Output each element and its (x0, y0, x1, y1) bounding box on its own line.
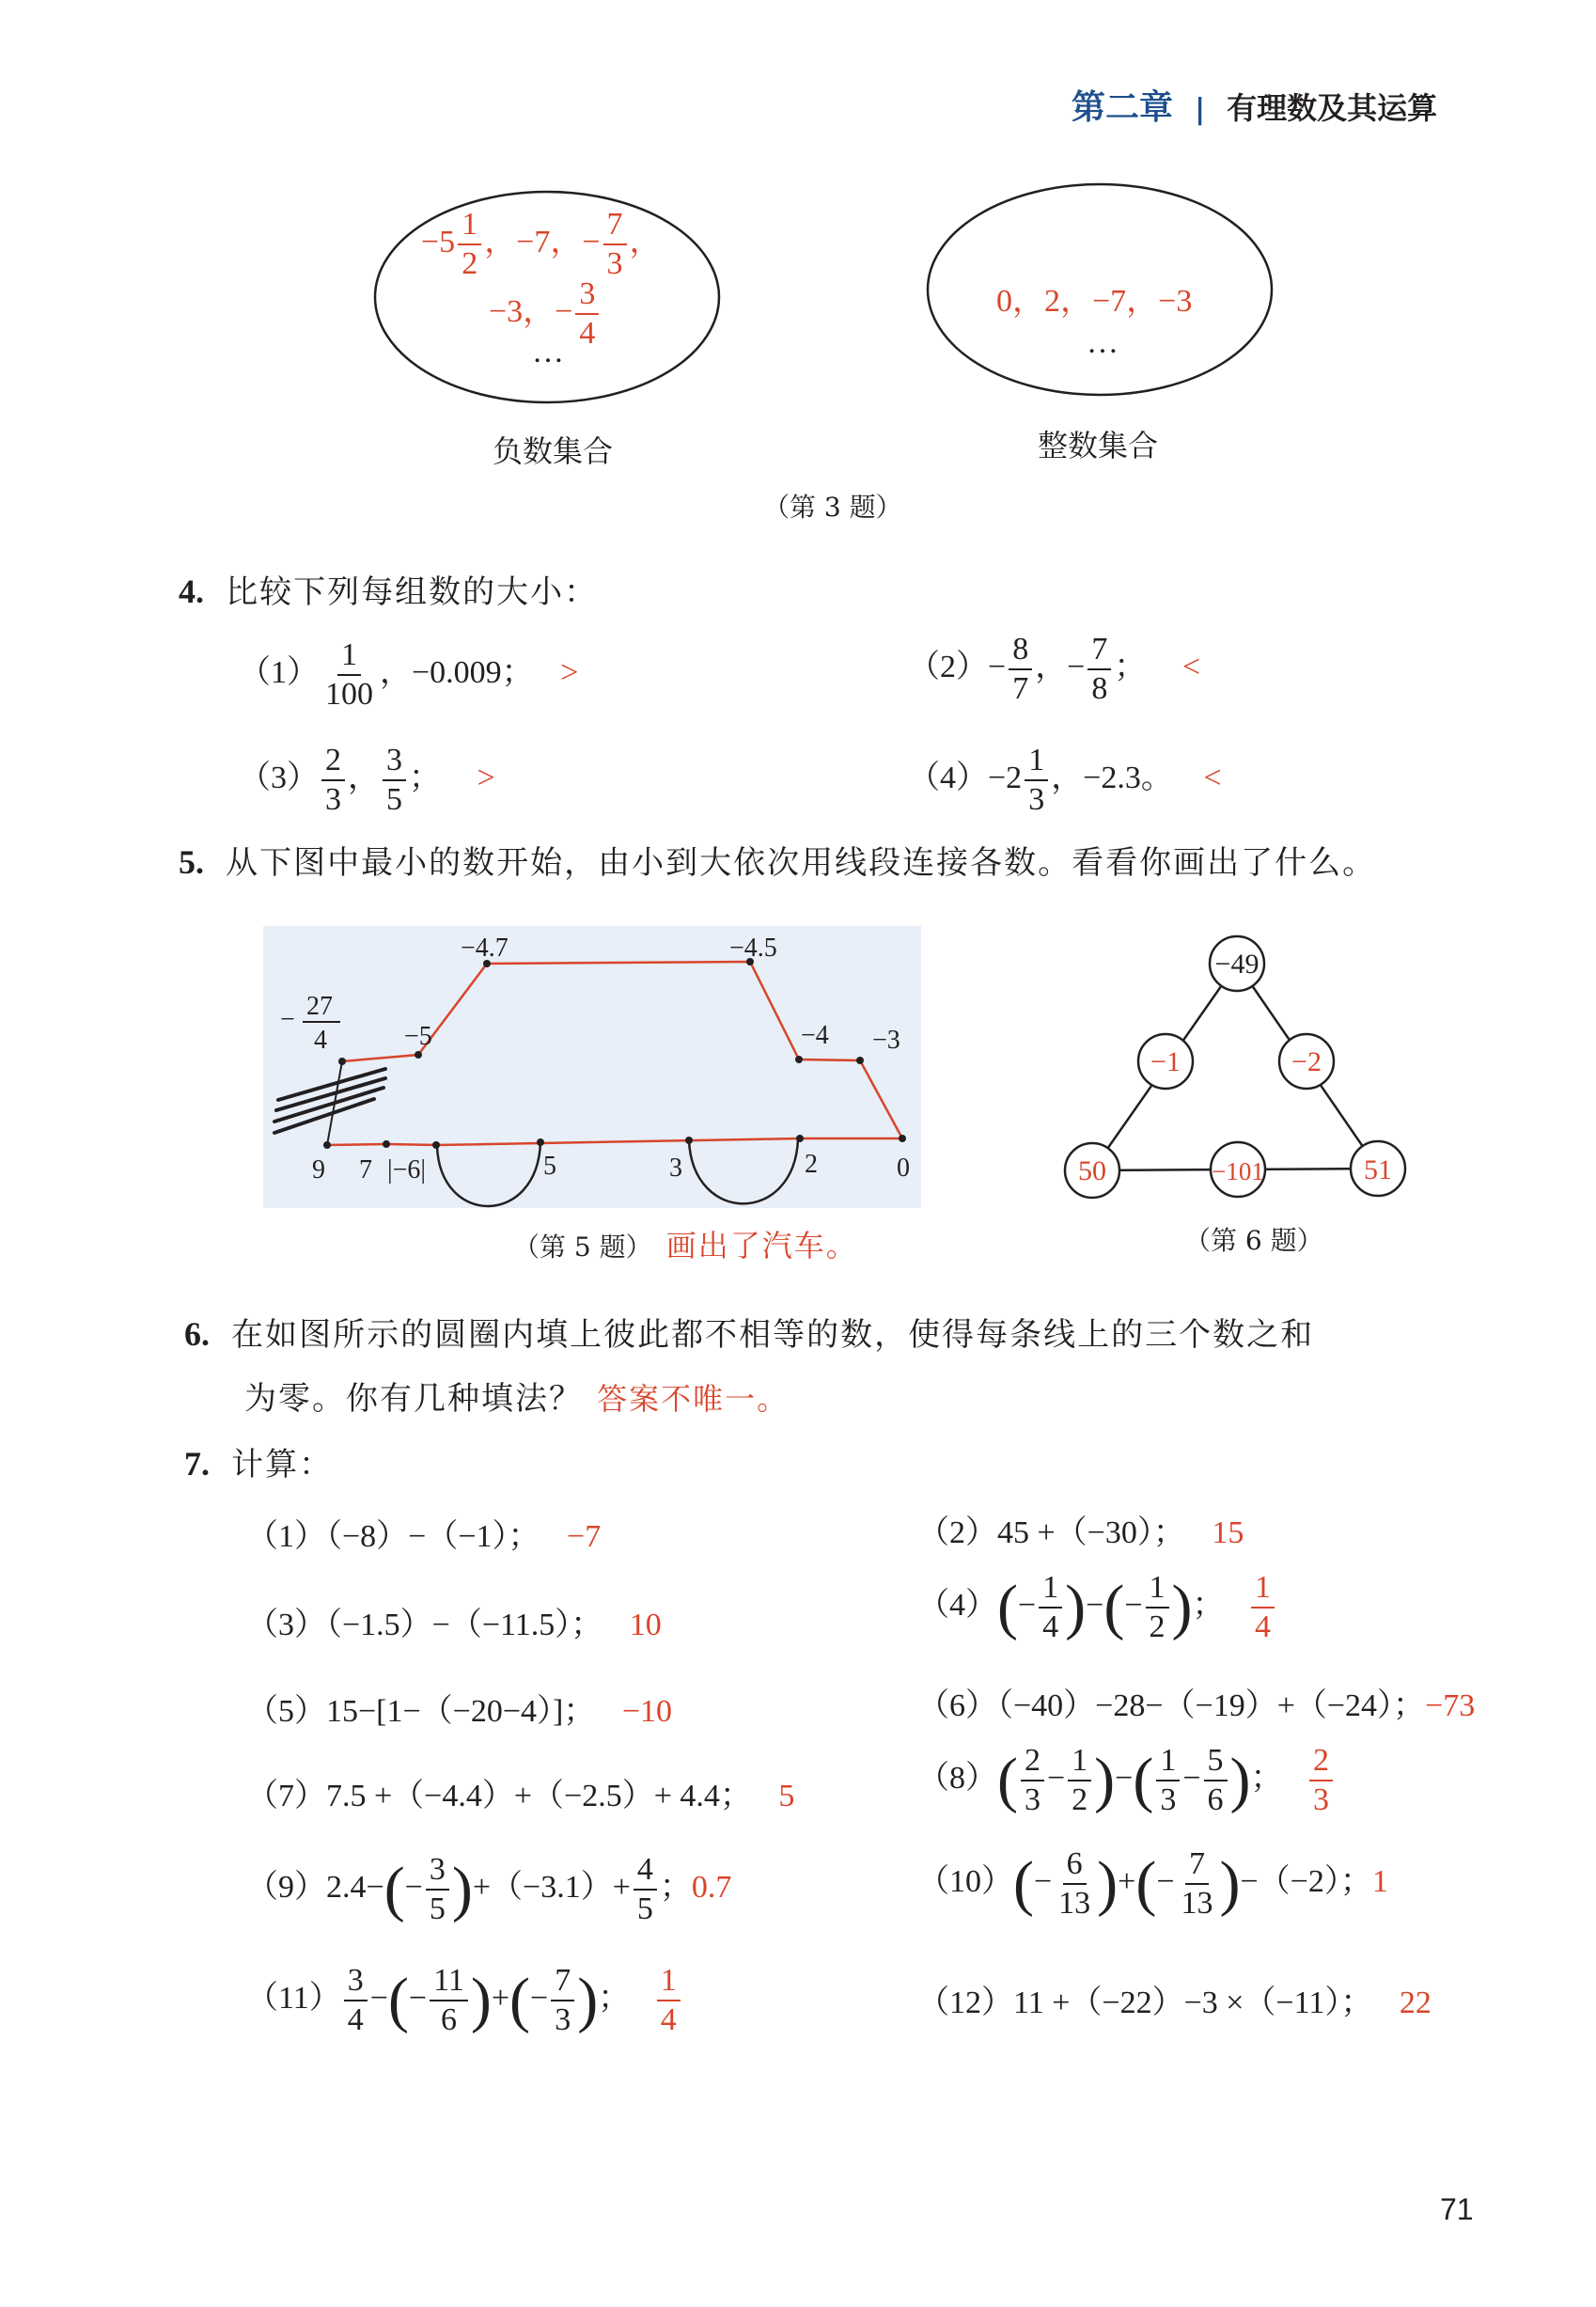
q4-heading (179, 566, 598, 612)
q7-item12: （12）11 +（−22）−3 ×（−11）； 22 (917, 1985, 1432, 2020)
integer-set-dots: … (1087, 325, 1119, 360)
q6-text-line1: 在如图所示的圆圈内填上彼此都不相等的数，使得每条线上的三个数之和 (231, 1316, 1315, 1354)
point-label-neg4: −4 (801, 1021, 829, 1050)
circle-top-value: −49 (1214, 949, 1260, 980)
q3-caption: （第 3 题） (763, 492, 902, 523)
q4-item2: （2）− $\frac{8}{7}$ ，− $\frac{7}{8}$ ； < (908, 632, 1201, 706)
q7-item10: （10）(− $\frac{6}{13}$ )+(− $\frac{7}{13}$ )−（−2）；1 (917, 1846, 1388, 1921)
q5-text: 从下图中最小的数开始，由小到大依次用线段连接各数。看看你画出了什么。 (226, 844, 1377, 882)
point-label-9: 9 (312, 1155, 325, 1185)
point-label-neg5: −5 (404, 1022, 432, 1051)
point-label-7: 7 (359, 1155, 372, 1185)
neg-frac3: $\frac{3}{4}$ (575, 278, 599, 350)
circle-left-value: −1 (1150, 1046, 1181, 1077)
q7-item1-answer: −7 (567, 1519, 602, 1554)
circle-right-value: −2 (1291, 1046, 1322, 1077)
q4-item3: （3） $\frac{2}{3}$ ， $\frac{3}{5}$ ； > (239, 743, 495, 817)
q6-caption: （第 6 题） (1184, 1225, 1323, 1256)
chapter-title: 有理数及其运算 (1227, 90, 1438, 126)
point-label-5: 5 (543, 1152, 556, 1181)
q4-item4-answer: < (1203, 760, 1222, 795)
neg-sep2: ， (629, 224, 662, 259)
q7-item8-answer: $\frac{2}{3}$ (1309, 1745, 1333, 1816)
point-label-frac-den: 4 (314, 1026, 327, 1055)
q7-heading (184, 1438, 333, 1484)
q7-text: 计算： (231, 1446, 334, 1483)
q5-answer: 画出了汽车。 (665, 1228, 858, 1263)
q7-item6: （6）（−40）−28−（−19）+（−24）；−73 (917, 1688, 1476, 1723)
q7-item5-answer: −10 (621, 1694, 673, 1729)
neg-line2-text: −3，− (489, 293, 573, 329)
q7-item11-answer: $\frac{1}{4}$ (657, 1965, 681, 2036)
negative-set-dots: … (532, 335, 564, 369)
q7-item3: （3）（−1.5）−（−11.5）； 10 (246, 1608, 662, 1642)
q4-item1: （1） $\frac{1}{100}$ ，−0.009； > (239, 637, 579, 712)
point-label-abs-neg6: |−6| (387, 1155, 427, 1185)
point-label-neg3: −3 (872, 1026, 900, 1055)
point-label-neg4-5: −4.5 (729, 934, 777, 963)
q4-number: 4. (179, 573, 204, 610)
q6-line1 (184, 1309, 1314, 1355)
q5-heading (179, 837, 1376, 883)
point-label-2: 2 (805, 1150, 818, 1179)
q7-item6-answer: −73 (1425, 1688, 1476, 1723)
q7-item1: （1）（−8）−（−1）； −7 (246, 1519, 602, 1554)
q7-item2: （2）45 +（−30）； 15 (917, 1515, 1244, 1550)
point-label-3: 3 (669, 1154, 682, 1183)
q7-item5: （5）15−[1−（−20−4）]； −10 (246, 1694, 673, 1729)
q7-item4: （4）(− $\frac{1}{4}$ )−(− $\frac{1}{2}$ )； $\frac{1}{4}$ (917, 1572, 1277, 1643)
q5-car-figure (263, 926, 921, 1208)
q4-item4: （4）−2 $\frac{1}{3}$ ，−2.3。 < (908, 743, 1222, 817)
negative-set-line1 (421, 209, 662, 280)
neg-frac1: $\frac{1}{2}$ (458, 209, 481, 280)
neg-sep1: ，−7，− (484, 224, 601, 259)
q5-caption-row (513, 1222, 858, 1265)
neg-int: −5 (421, 224, 456, 259)
q3-set-diagram (0, 0, 1596, 489)
q5-number: 5. (179, 843, 204, 881)
negative-set-label: 负数集合 (493, 433, 614, 469)
q6-text-line2: 为零。你有几种填法？ (244, 1380, 583, 1418)
page-number: 71 (1440, 2192, 1474, 2226)
integer-set-values: 0，2，−7，−3 (996, 284, 1193, 319)
q7-item2-answer: 15 (1212, 1515, 1244, 1550)
q4-text: 比较下列每组数的大小： (226, 573, 599, 611)
q7-item9-answer: 0.7 (691, 1869, 732, 1905)
integer-set-label: 整数集合 (1038, 428, 1159, 463)
q7-item7: （7）7.5 +（−4.4）+（−2.5）+ 4.4； 5 (246, 1779, 795, 1813)
circle-bottom-left-value: 50 (1078, 1155, 1106, 1186)
q7-item4-answer: $\frac{1}{4}$ (1251, 1572, 1275, 1643)
chapter-label: 第二章 (1072, 88, 1174, 127)
q4-item1-answer: > (560, 654, 579, 690)
q7-item3-answer: 10 (629, 1608, 662, 1642)
neg-frac2: $\frac{7}{3}$ (603, 209, 627, 280)
circle-bottom-right-value: 51 (1364, 1154, 1392, 1185)
q6-triangle-figure (1053, 926, 1429, 1208)
point-label-0: 0 (897, 1154, 910, 1183)
q6-line2 (244, 1373, 789, 1419)
q7-item11: （11） $\frac{3}{4}$ −(− $\frac{11}{6}$ )+(− $\frac{7}{3}$ )； $\frac{1}{4}$ (246, 1965, 683, 2036)
q7-item8: （8）( $\frac{2}{3}$ − $\frac{1}{2}$ )−( $\frac{1}{3}$ − $\frac{5}{6}$ )； $\frac{2}{3}$ (917, 1745, 1336, 1816)
q7-number: 7. (184, 1445, 210, 1483)
point-label-frac-num: 27 (306, 992, 333, 1021)
q7-item7-answer: 5 (778, 1779, 795, 1813)
q4-item3-answer: > (477, 760, 495, 795)
q7-item12-answer: 22 (1399, 1985, 1432, 2020)
circle-bottom-middle-value: −101 (1212, 1157, 1264, 1185)
triangle-lines (1092, 964, 1378, 1170)
q4-item2-answer: < (1181, 649, 1201, 684)
q6-number: 6. (184, 1315, 210, 1353)
q7-item10-answer: 1 (1371, 1863, 1388, 1899)
q6-answer: 答案不唯一。 (597, 1381, 790, 1417)
header-separator: | (1195, 93, 1206, 126)
q5-caption: （第 5 题） (513, 1232, 652, 1263)
point-label-frac-sign: − (280, 1005, 295, 1034)
q7-item9: （9）2.4−(− $\frac{3}{5}$ )+（−3.1）+ $\frac{4}{5}$ ；0.7 (246, 1852, 732, 1926)
point-label-neg4-7: −4.7 (461, 934, 509, 963)
